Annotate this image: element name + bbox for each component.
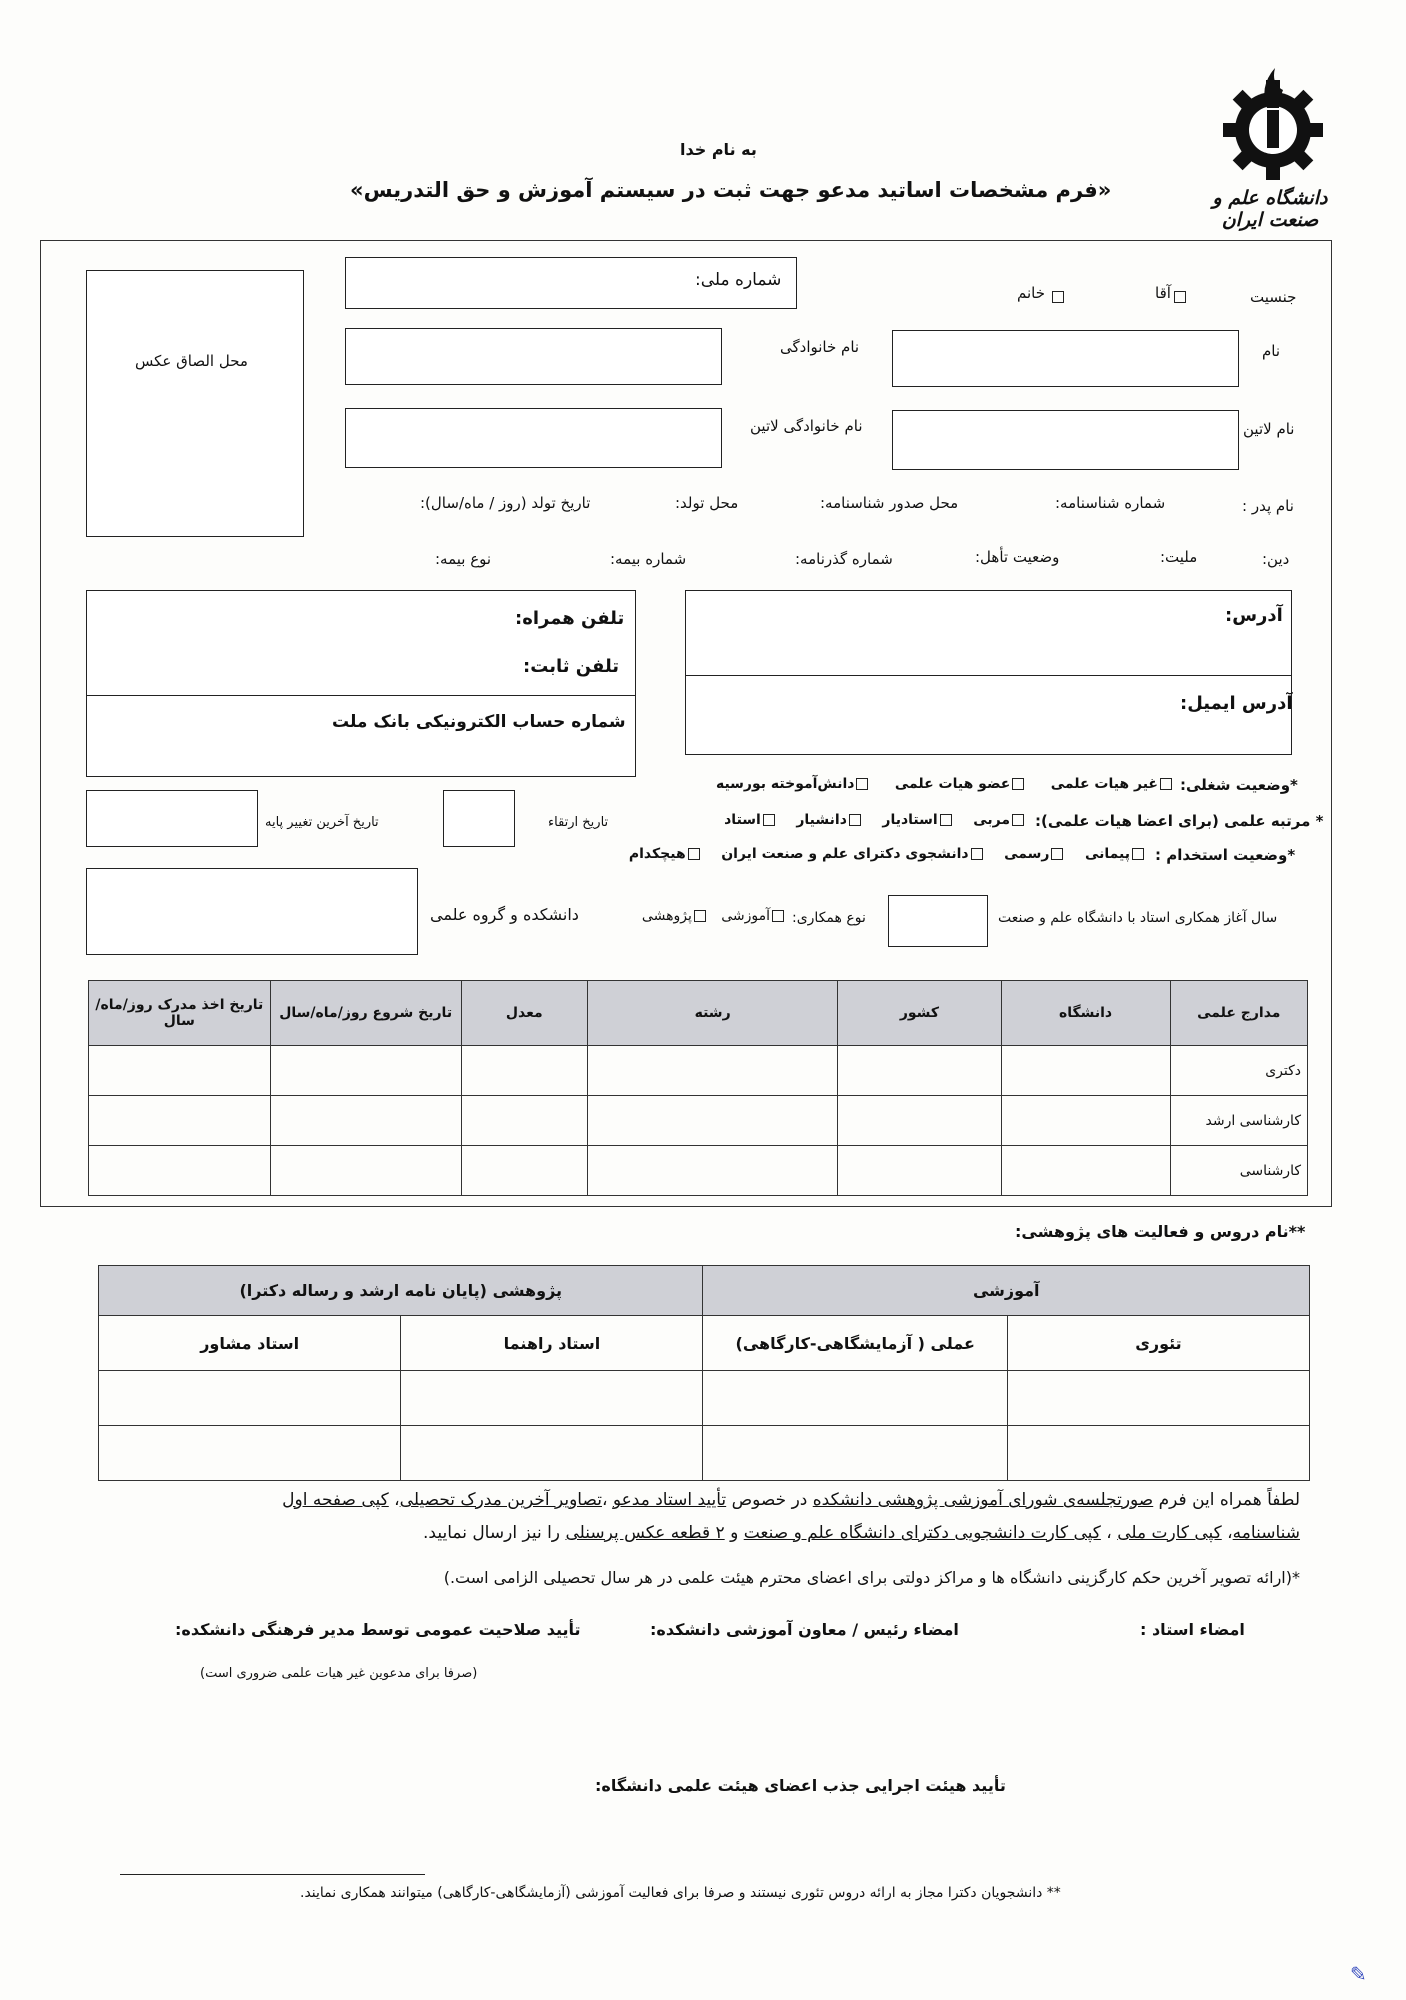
rank-label: * مرتبه علمی (برای اعضا هیات علمی):: [1035, 812, 1324, 830]
degree-header-university: دانشگاه: [1001, 981, 1170, 1046]
emp-option-phd-student[interactable]: دانشجوی دکترای علم و صنعت ایران: [721, 846, 984, 862]
footnote-divider: [120, 1874, 425, 1875]
course-cell[interactable]: [401, 1426, 703, 1481]
course-cell[interactable]: [99, 1426, 401, 1481]
basmala: به نام خدا: [680, 140, 757, 159]
employment-label: *وضعیت استخدام :: [1155, 846, 1296, 864]
degree-header-gpa: معدل: [461, 981, 587, 1046]
bank-account-label: شماره حساب الکترونیکی بانک ملت: [332, 712, 626, 732]
degree-row-label: کارشناسی: [1170, 1146, 1307, 1196]
latin-last-name-label: نام خانوادگی لاتین: [750, 417, 863, 435]
employment-options: [586, 846, 1146, 862]
degree-cell[interactable]: [838, 1046, 1001, 1096]
birth-place-label: محل تولد:: [675, 494, 739, 512]
phone-box[interactable]: [86, 590, 636, 697]
courses-table: [98, 1265, 1310, 1481]
degree-cell[interactable]: [587, 1046, 837, 1096]
rank-options: [646, 812, 1026, 828]
table-row: [89, 1096, 1308, 1146]
degree-cell[interactable]: [587, 1146, 837, 1196]
phone-label: تلفن ثابت:: [523, 656, 620, 677]
bank-account-field[interactable]: [86, 695, 636, 777]
job-status-options: [654, 776, 1174, 792]
job-status-label: *وضعیت شغلی:: [1180, 776, 1298, 794]
emp-option-official[interactable]: رسمی: [1004, 846, 1065, 862]
course-cell[interactable]: [703, 1426, 1007, 1481]
promotion-date-label: تاریخ ارتقاء: [548, 815, 609, 830]
latin-first-name-field[interactable]: [892, 410, 1239, 470]
marital-label: وضعیت تأهل:: [975, 548, 1060, 566]
id-number-label: شماره شناسنامه:: [1055, 494, 1166, 512]
degree-cell[interactable]: [270, 1146, 461, 1196]
first-name-field[interactable]: [892, 330, 1239, 387]
degree-header-level: مدارج علمی: [1170, 981, 1307, 1046]
degree-cell[interactable]: [1001, 1046, 1170, 1096]
cultural-approval-note: (صرفا برای مدعوین غیر هیات علمی ضروری است): [200, 1666, 478, 1681]
degree-row-label: کارشناسی ارشد: [1170, 1096, 1307, 1146]
courses-research-header: پژوهشی (پایان نامه ارشد و رساله دکترا): [99, 1266, 703, 1316]
degree-cell[interactable]: [270, 1046, 461, 1096]
degree-cell[interactable]: [89, 1146, 271, 1196]
rank-option-assistant[interactable]: استادیار: [882, 812, 953, 828]
gender-female-checkbox[interactable]: [1050, 286, 1066, 305]
nationality-label: ملیت:: [1160, 548, 1198, 566]
insurance-type-label: نوع بیمه:: [435, 550, 492, 568]
promotion-date-field[interactable]: [443, 790, 515, 847]
birth-date-label: تاریخ تولد (روز / ماه/سال):: [420, 494, 591, 512]
passport-label: شماره گذرنامه:: [795, 550, 893, 568]
degree-cell[interactable]: [461, 1146, 587, 1196]
dean-signature-label: امضاء رئیس / معاون آموزشی دانشکده:: [650, 1620, 959, 1639]
last-name-field[interactable]: [345, 328, 722, 385]
job-option-scholarship[interactable]: دانش‌آموخته بورسیه: [716, 776, 871, 792]
degree-header-country: کشور: [838, 981, 1001, 1046]
last-change-date-label: تاریخ آخرین تغییر پایه: [265, 815, 379, 830]
table-row: [89, 1046, 1308, 1096]
email-field[interactable]: [685, 675, 1292, 755]
footnote-text: ** دانشجویان دکترا مجاز به ارائه دروس تئوری نیستند و صرفا برای فعالیت آموزشی (آزمایشگاهی-کارگاهی) میتوانند همکاری نمایند.: [300, 1885, 1061, 1901]
teacher-signature-label: امضاء استاد :: [1140, 1620, 1245, 1639]
degree-cell[interactable]: [1001, 1146, 1170, 1196]
degree-header-start: تاریخ شروع روز/ماه/سال: [270, 981, 461, 1046]
emp-option-none[interactable]: هیچکدام: [629, 846, 702, 862]
faculty-field[interactable]: [86, 868, 418, 955]
table-row: [99, 1426, 1310, 1481]
degree-cell[interactable]: [1001, 1096, 1170, 1146]
university-logo: [1195, 55, 1345, 231]
courses-section-title: **نام دروس و فعالیت های پژوهشی:: [1015, 1222, 1306, 1241]
coop-option-research[interactable]: پژوهشی: [642, 908, 708, 924]
course-cell[interactable]: [99, 1371, 401, 1426]
degree-cell[interactable]: [461, 1046, 587, 1096]
national-id-label: شماره ملی:: [695, 270, 782, 290]
start-year-label: سال آغاز همکاری استاد با دانشگاه علم و صنعت: [998, 910, 1278, 926]
course-cell[interactable]: [1007, 1426, 1309, 1481]
degree-cell[interactable]: [838, 1146, 1001, 1196]
job-option-non-faculty[interactable]: غیر هیات علمی: [1051, 776, 1174, 792]
course-cell[interactable]: [703, 1371, 1007, 1426]
degree-cell[interactable]: [587, 1096, 837, 1146]
email-label: آدرس ایمیل:: [1180, 693, 1293, 714]
photo-placeholder[interactable]: [86, 270, 304, 537]
degree-cell[interactable]: [270, 1096, 461, 1146]
gender-male-checkbox[interactable]: [1172, 286, 1188, 305]
degree-cell[interactable]: [89, 1096, 271, 1146]
coop-option-education[interactable]: آموزشی: [721, 908, 786, 924]
course-sub-supervisor: استاد راهنما: [401, 1316, 703, 1371]
address-label: آدرس:: [1225, 605, 1283, 626]
degree-cell[interactable]: [89, 1046, 271, 1096]
last-change-date-field[interactable]: [86, 790, 258, 847]
course-cell[interactable]: [401, 1371, 703, 1426]
course-sub-advisor: استاد مشاور: [99, 1316, 401, 1371]
gender-male-label: آقا: [1155, 284, 1171, 302]
notes-line-1: لطفاً همراه این فرم صورتجلسه‌ی شورای آموزشی پژوهشی دانشکده در خصوص تأیید استاد مدعو ،تصاویر آخرین مدرک تحصیلی، کپی صفحه اول: [282, 1490, 1300, 1510]
father-name-label: نام پدر :: [1242, 497, 1294, 515]
photo-label: محل الصاق عکس: [135, 352, 248, 370]
issue-place-label: محل صدور شناسنامه:: [820, 494, 959, 512]
board-approval-label: تأیید هیئت اجرایی جذب اعضای هیئت علمی دانشگاه:: [595, 1776, 1006, 1795]
coop-type-label: نوع همکاری:: [792, 910, 866, 926]
cultural-approval-label: تأیید صلاحیت عمومی توسط مدیر فرهنگی دانشکده:: [175, 1620, 581, 1639]
rank-option-professor[interactable]: استاد: [724, 812, 777, 828]
notes-line-2: شناسنامه، کپی کارت ملی ، کپی کارت دانشجویی دکترای دانشگاه علم و صنعت و ۲ قطعه عکس پرسنلی را نیز ارسال نمایید.: [423, 1523, 1300, 1543]
rank-option-instructor[interactable]: مربی: [973, 812, 1026, 828]
coop-options: [616, 908, 786, 924]
faculty-label: دانشکده و گروه علمی: [430, 905, 579, 924]
gender-label: جنسیت: [1250, 288, 1297, 306]
table-row: [99, 1371, 1310, 1426]
course-sub-theory: تئوری: [1007, 1316, 1309, 1371]
degree-row-label: دکتری: [1170, 1046, 1307, 1096]
job-option-faculty[interactable]: عضو هیات علمی: [895, 776, 1026, 792]
degree-header-end: تاریخ اخذ مدرک روز/ماه/سال: [89, 981, 271, 1046]
gender-female-label: خانم: [1017, 284, 1046, 302]
rank-option-associate[interactable]: دانشیار: [796, 812, 863, 828]
degree-cell[interactable]: [838, 1096, 1001, 1146]
pen-icon: ✎: [1350, 1962, 1367, 1986]
last-name-label: نام خانوادگی: [780, 338, 860, 356]
degree-header-field: رشته: [587, 981, 837, 1046]
religion-label: دین:: [1262, 550, 1290, 568]
first-name-label: نام: [1262, 342, 1281, 360]
logo-text: دانشگاه علم و صنعت ایران: [1212, 187, 1328, 231]
page-title: «فرم مشخصات اساتید مدعو جهت ثبت در سیستم آموزش و حق التدریس»: [350, 178, 1112, 202]
course-sub-practical: عملی ( آزمایشگاهی-کارگاهی): [703, 1316, 1007, 1371]
insurance-no-label: شماره بیمه:: [610, 550, 687, 568]
degrees-table: [88, 980, 1308, 1196]
latin-first-name-label: نام لاتین: [1243, 420, 1295, 438]
table-row: [89, 1146, 1308, 1196]
mobile-label: تلفن همراه:: [515, 608, 625, 629]
latin-last-name-field[interactable]: [345, 408, 722, 468]
course-cell[interactable]: [1007, 1371, 1309, 1426]
courses-edu-header: آموزشی: [703, 1266, 1310, 1316]
emp-option-contract[interactable]: پیمانی: [1085, 846, 1146, 862]
degree-cell[interactable]: [461, 1096, 587, 1146]
notes-line-3: *(ارائه تصویر آخرین حکم کارگزینی دانشگاه ها و مراکز دولتی برای اعضای محترم هیئت علمی در هر سال تحصیلی الزامی است.): [443, 1568, 1300, 1587]
address-field[interactable]: [685, 590, 1292, 677]
start-year-field[interactable]: [888, 895, 988, 947]
